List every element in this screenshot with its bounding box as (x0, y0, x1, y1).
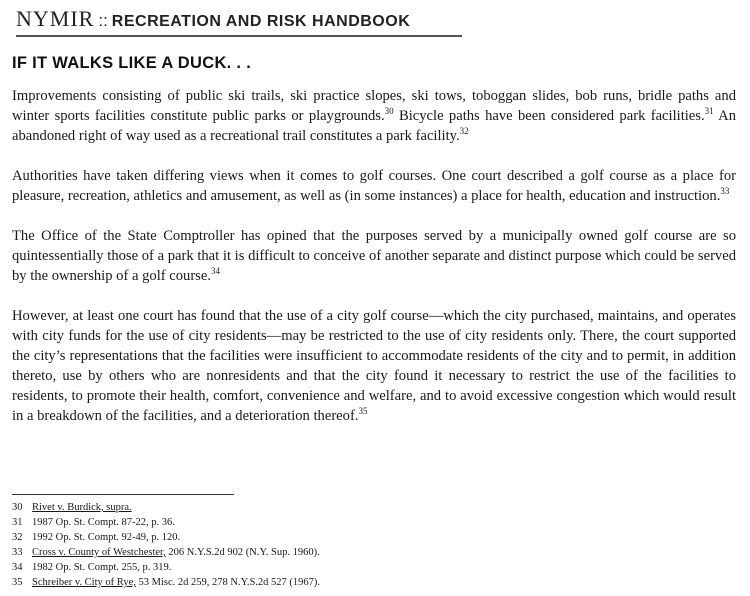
footnote-ref[interactable]: 32 (459, 126, 469, 137)
footnote (12, 515, 712, 530)
footnote-number: 32 (12, 532, 23, 543)
footnote-ref[interactable]: 30 (384, 106, 394, 117)
citation-text: 206 N.Y.S.2d 902 (N.Y. Sup. 1960). (165, 547, 320, 558)
case-citation: Schreiber v. City of Rye, (32, 577, 136, 588)
paragraph-text: Bicycle paths have been considered park facilities. (393, 108, 705, 124)
footnote-number: 33 (12, 547, 23, 558)
footnote (12, 545, 712, 560)
footnote-ref[interactable]: 33 (720, 186, 730, 197)
paragraph (12, 86, 736, 146)
paragraph-text: An abandoned right of way used as a recreational trail constitutes a park facility. (12, 108, 736, 144)
paragraph-text: The Office of the State Comptroller has opined that the purposes served by a municipally owned golf course are so quintessentially those of a park that it is difficult to conceive of another separate and distinct purpose which could be served by the ownership of a golf course. (12, 228, 736, 284)
case-citation: Rivet v. Burdick, supra. (32, 502, 132, 513)
footnote-number: 34 (12, 562, 23, 573)
footnote (12, 530, 712, 545)
footnote (12, 560, 712, 575)
citation-text: 1982 Op. St. Compt. 255, p. 319. (32, 562, 172, 573)
footnote-number: 35 (12, 577, 23, 588)
paragraph (12, 166, 736, 206)
footnote (12, 500, 712, 515)
paragraph (12, 306, 736, 426)
citation-text: 53 Misc. 2d 259, 278 N.Y.S.2d 527 (1967). (135, 577, 321, 588)
citation-text: 1992 Op. St. Compt. 92-49, p. 120. (32, 532, 181, 543)
paragraph-text: Authorities have taken differing views when it comes to golf courses. One court described a golf course as a place for pleasure, recreation, athletics and amusement, as well as (in some instances) a place for health, education and instruction. (12, 168, 736, 204)
section-heading: IF IT WALKS LIKE A DUCK. . . (12, 54, 252, 72)
footnote (12, 575, 712, 590)
footnote-ref[interactable]: 34 (211, 266, 220, 277)
footnote-divider (12, 494, 234, 495)
footnote-ref[interactable]: 31 (704, 106, 714, 117)
case-citation: Cross v. County of Westchester, (32, 547, 166, 558)
paragraph-text: Improvements consisting of public ski trails, ski practice slopes, ski tows, toboggan slides, bob runs, bridle paths and winter sports facilities constitute public parks or playgrounds. (12, 88, 736, 124)
brand-name: NYMIR (16, 6, 95, 31)
body-text (12, 86, 736, 446)
footnote-ref[interactable]: 35 (358, 406, 368, 417)
footnotes (12, 500, 712, 590)
handbook-title: RECREATION AND RISK HANDBOOK (111, 13, 411, 30)
footnote-number: 30 (12, 502, 23, 513)
header-separator: :: (98, 11, 108, 30)
paragraph (12, 226, 736, 286)
page-header (16, 6, 462, 37)
footnote-number: 31 (12, 517, 23, 528)
paragraph-text: However, at least one court has found that the use of a city golf course—which the city purchased, maintains, and operates with city funds for the use of city residents—may be restricted to the use of city residents only. There, the court supported the city’s representations that the facilities were insufficient to accommodate residents of the city and to permit, in addition thereto, use by others who are nonresidents and that the city found it necessary to restrict the use of the facilities to residents, to promote their health, comfort, convenience and welfare, and to avoid excessive congestion which would result in a breakdown of the facilities, and a deterioration thereof. (12, 308, 736, 424)
citation-text: 1987 Op. St. Compt. 87-22, p. 36. (32, 517, 175, 528)
